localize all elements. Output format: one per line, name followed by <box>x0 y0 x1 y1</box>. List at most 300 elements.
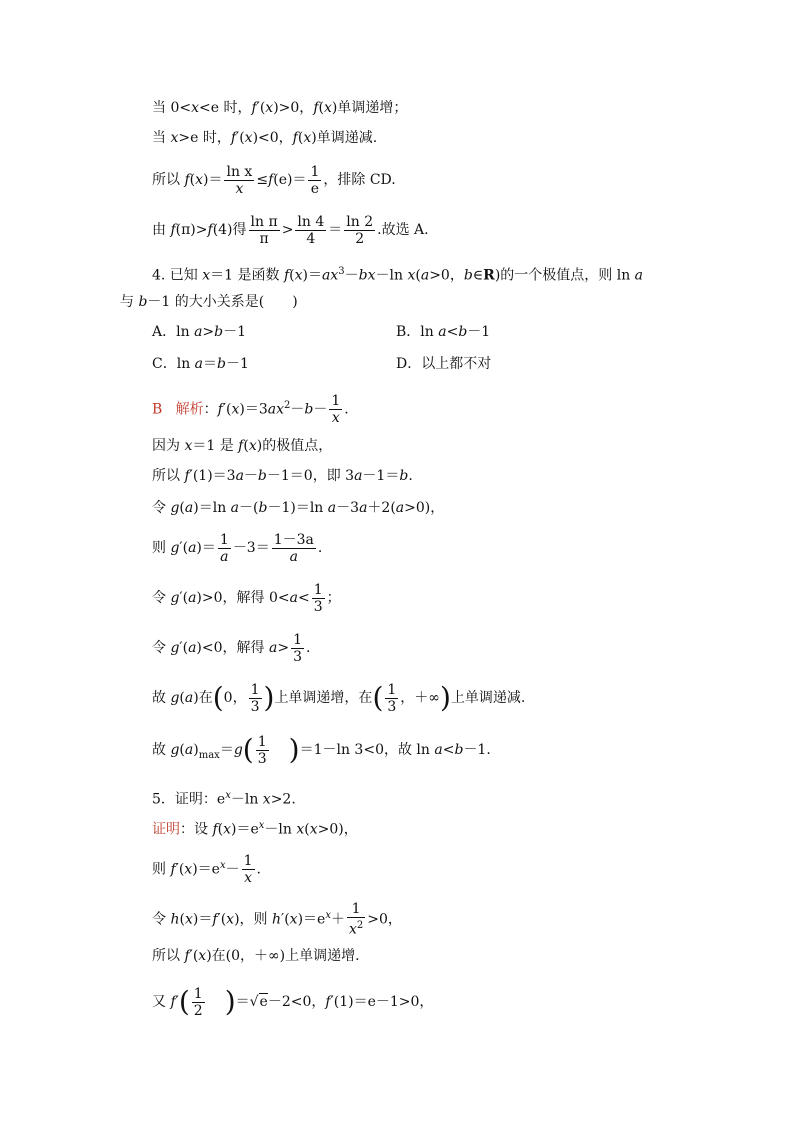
numerator: 1 <box>193 985 203 1002</box>
var: f <box>184 468 190 484</box>
real-set: R <box>483 267 495 284</box>
text: < <box>297 590 310 606</box>
fraction <box>295 214 326 247</box>
formula-line <box>152 578 341 618</box>
text: ( <box>289 267 295 284</box>
text: )＝ <box>196 540 216 556</box>
text: 上单调递增，在 <box>274 690 373 706</box>
denominator: 3 <box>313 598 323 615</box>
text: ′( <box>236 130 245 146</box>
text: >0， <box>429 267 464 284</box>
var: a <box>194 356 204 372</box>
numerator: ln x <box>226 163 253 180</box>
fraction <box>192 986 205 1019</box>
text: )，则 <box>234 911 272 928</box>
text: ( <box>297 130 304 146</box>
var: x <box>170 130 179 146</box>
text: <e 时， <box>199 100 252 116</box>
text: ≤ <box>256 172 269 188</box>
numerator: 1 <box>387 681 397 698</box>
text: ，排除 CD. <box>323 172 396 188</box>
text: － <box>344 267 359 284</box>
var: f <box>325 994 331 1010</box>
option-a <box>152 322 246 342</box>
text: ，＋∞ <box>400 690 440 706</box>
var: b <box>217 356 226 372</box>
var: x <box>296 821 305 838</box>
text: )＝ <box>192 911 213 928</box>
text: ＝1－ln 3<0，故 ln <box>299 742 435 758</box>
text: － <box>243 468 258 484</box>
var: a <box>420 267 430 284</box>
var: b <box>399 468 409 484</box>
text: －1 <box>225 356 249 372</box>
superscript: x <box>219 860 226 871</box>
var: x <box>303 130 312 146</box>
var: x <box>226 911 235 928</box>
text: >0， <box>367 911 402 928</box>
text: ＋2( <box>367 500 396 516</box>
text: 则 <box>152 861 171 878</box>
numerator: 1 <box>331 393 341 410</box>
denominator: 3 <box>293 648 302 665</box>
text: ( <box>179 690 185 706</box>
text: ( <box>304 821 310 838</box>
text: ( <box>243 438 249 454</box>
text: )＝e <box>231 821 259 838</box>
var: x <box>289 911 298 928</box>
var: f <box>184 948 190 964</box>
denominator <box>347 918 365 938</box>
text: )<0， <box>252 130 293 146</box>
var: a <box>194 324 203 340</box>
numerator: 1 <box>313 581 323 598</box>
denominator: x <box>331 410 340 427</box>
text: ′( <box>256 100 266 116</box>
var: b <box>257 468 267 484</box>
text: － <box>313 401 328 418</box>
text: －ln <box>375 267 408 284</box>
text: )<0，解得 <box>196 640 269 656</box>
text: ′( <box>222 401 232 418</box>
text: － <box>290 401 305 418</box>
text: ：设 <box>180 821 213 838</box>
text: > <box>281 222 294 238</box>
denominator: 3 <box>250 698 260 715</box>
text: ′( <box>179 590 189 606</box>
fraction <box>329 393 342 426</box>
denominator: 3 <box>387 698 397 715</box>
denominator: e <box>310 180 320 197</box>
denominator-var: x <box>348 921 357 938</box>
var: b <box>214 324 224 340</box>
question-5-line <box>152 786 296 810</box>
var: g <box>170 640 180 656</box>
fraction <box>256 734 269 767</box>
text: 0， <box>223 690 247 706</box>
var: a <box>184 690 194 706</box>
superscript: 2 <box>284 400 291 411</box>
var: a <box>268 640 278 656</box>
var: x <box>265 100 274 116</box>
var: h <box>170 911 180 928</box>
fraction <box>347 901 365 938</box>
text: (4)得 <box>212 222 247 238</box>
denominator: a <box>220 548 229 565</box>
text: )在 <box>193 690 213 706</box>
text: ∈ <box>472 267 484 284</box>
text: ′ <box>175 994 179 1010</box>
question-4-line-2 <box>120 292 298 312</box>
text: － <box>225 861 240 878</box>
var: x <box>191 100 199 116</box>
var: g <box>170 590 180 606</box>
text: －1 的大小关系是( ) <box>147 294 298 310</box>
text: 所以 <box>152 948 185 964</box>
option-d <box>396 354 491 374</box>
numerator: 1 <box>310 163 320 180</box>
var: a <box>188 590 197 606</box>
formula-line <box>152 210 429 250</box>
answer-letter: B <box>152 401 163 418</box>
text: ′( <box>281 911 290 928</box>
var: x <box>309 821 318 838</box>
denominator: 2 <box>193 1002 203 1019</box>
option-b <box>396 322 490 342</box>
text: >0)， <box>404 500 445 516</box>
var: f <box>184 172 190 188</box>
var: a <box>188 540 197 556</box>
denominator: a <box>289 548 298 565</box>
text: )＝e <box>192 861 220 878</box>
text: C．ln <box>152 356 195 372</box>
text-line <box>152 436 332 456</box>
text: )＝3 <box>239 401 268 418</box>
var: a <box>634 267 644 284</box>
text: )的极值点， <box>256 438 333 454</box>
text: ( <box>415 267 421 284</box>
text: 令 <box>152 640 171 656</box>
sqrt-content: e <box>259 994 268 1010</box>
text: D．以上都不对 <box>396 356 492 372</box>
text: －ln <box>264 821 297 838</box>
text: )单调递增； <box>331 100 408 116</box>
text: 故 <box>152 742 171 758</box>
text: < <box>446 324 459 340</box>
text: ′(1)＝3 <box>189 468 236 484</box>
text: ； <box>326 590 341 606</box>
text: －1. <box>463 742 491 758</box>
text: )＝ <box>302 267 323 284</box>
text: > <box>277 640 290 656</box>
fraction <box>272 532 316 565</box>
var: a <box>230 500 240 516</box>
fraction <box>312 582 325 615</box>
formula-line <box>152 982 433 1022</box>
text: 故 <box>152 690 171 706</box>
subscript: max <box>198 749 220 761</box>
var: h <box>271 911 282 928</box>
text: －3＝ <box>232 540 270 556</box>
text: ′( <box>179 540 189 556</box>
text: －3 <box>336 500 360 516</box>
var: x <box>202 267 211 284</box>
left-paren: ( <box>372 681 384 714</box>
var: x <box>195 172 204 188</box>
right-paren: ) <box>263 681 275 714</box>
var: x <box>231 401 240 418</box>
var: a <box>188 640 197 656</box>
var: b <box>463 267 473 284</box>
left-paren: ( <box>178 985 190 1018</box>
right-paren: ) <box>288 733 300 766</box>
text: ( <box>179 500 185 516</box>
text: ＋ <box>330 911 345 928</box>
var: x <box>294 267 303 284</box>
text: .故选 A. <box>377 222 429 238</box>
text: )在(0，＋∞)上单调递增. <box>206 948 360 964</box>
text: －ln <box>230 791 263 808</box>
text: 则 <box>152 540 171 556</box>
var: g <box>170 742 180 758</box>
text: . <box>408 468 413 484</box>
numerator: 1 <box>243 853 253 870</box>
denominator: π <box>259 230 269 247</box>
sqrt-sign: √ <box>249 994 259 1010</box>
text: 当 <box>152 130 171 146</box>
formula-line <box>152 896 402 940</box>
var: f <box>230 130 237 146</box>
text: ＝1 是函数 <box>210 267 284 284</box>
formula-line <box>152 678 525 718</box>
text: 所以 <box>152 172 185 188</box>
text: 令 <box>152 590 171 606</box>
var: ax <box>267 401 285 418</box>
text: )的一个极值点，则 ln <box>494 267 635 284</box>
text: 又 <box>152 994 171 1010</box>
var: x <box>198 948 207 964</box>
var: ax <box>322 267 339 284</box>
numerator: 1 <box>257 733 267 750</box>
text: －1 <box>467 324 491 340</box>
text: －2<0， <box>267 994 326 1010</box>
text: )＝ln <box>193 500 231 516</box>
text: ′( <box>189 948 199 964</box>
var: b <box>454 742 464 758</box>
text: ( <box>318 100 324 116</box>
text: 所以 <box>152 468 185 484</box>
var: a <box>184 500 194 516</box>
fraction <box>242 853 255 886</box>
var: f <box>283 267 290 284</box>
formula-line <box>152 628 310 668</box>
text: > <box>202 324 215 340</box>
text: ′( <box>217 911 227 928</box>
text-line <box>152 498 444 518</box>
var: a <box>434 742 443 758</box>
text: 与 <box>120 294 139 310</box>
text: )>0，解得 0< <box>196 590 290 606</box>
text: 因为 <box>152 438 185 454</box>
var: a <box>395 500 405 516</box>
var: x <box>407 267 416 284</box>
superscript: 2 <box>356 920 364 932</box>
text: )＝ <box>203 172 223 188</box>
superscript: x <box>258 820 265 831</box>
text: ( <box>179 742 185 758</box>
var: b <box>304 401 314 418</box>
text: )＝e <box>297 911 326 928</box>
text: (π)> <box>175 222 208 238</box>
var: f <box>170 994 176 1010</box>
var: x <box>184 861 193 878</box>
text: －1＝0，即 3 <box>266 468 355 484</box>
var: b <box>138 294 148 310</box>
var: g <box>170 540 180 556</box>
text: －( <box>239 500 259 516</box>
var: f <box>268 172 274 188</box>
var: f <box>170 861 176 878</box>
fraction <box>344 214 375 247</box>
text: (e)＝ <box>273 172 307 188</box>
numerator: 1 <box>219 531 229 548</box>
var: g <box>170 500 180 516</box>
var: a <box>289 590 298 606</box>
superscript: x <box>325 910 331 921</box>
fraction <box>249 682 262 715</box>
text: . <box>317 540 323 556</box>
denominator: 2 <box>355 230 365 247</box>
text: >e 时， <box>178 130 231 146</box>
text: A．ln <box>152 324 195 340</box>
formula-line <box>152 730 491 776</box>
var: bx <box>358 267 376 284</box>
text: . <box>256 861 261 878</box>
text: ( <box>179 911 185 928</box>
var: a <box>327 500 337 516</box>
formula-line <box>152 160 396 200</box>
text: 当 0< <box>152 100 192 116</box>
text: < <box>442 742 455 758</box>
var: a <box>359 500 368 516</box>
left-paren: ( <box>212 681 224 714</box>
text: 令 <box>152 500 171 516</box>
left-paren: ( <box>242 733 254 766</box>
text: ： <box>203 401 218 418</box>
numerator: ln 4 <box>297 213 325 230</box>
text: 上单调递减. <box>450 690 526 706</box>
text: )单调递减. <box>311 130 378 146</box>
text: ( <box>189 172 196 188</box>
text: . <box>306 640 311 656</box>
var: a <box>354 468 363 484</box>
var: a <box>235 468 244 484</box>
denominator: x <box>244 870 252 887</box>
numerator: ln 2 <box>346 213 374 230</box>
text: ＝ <box>219 742 234 758</box>
text: ′( <box>175 861 185 878</box>
text: B．ln <box>396 324 439 340</box>
text: ＝ <box>235 994 250 1010</box>
option-c <box>152 354 249 374</box>
text: >2. <box>270 791 296 808</box>
text-line <box>152 98 407 118</box>
var: f <box>251 100 257 116</box>
var: b <box>458 324 468 340</box>
text: ( <box>217 821 224 838</box>
fraction <box>385 682 398 715</box>
denominator: x <box>235 180 244 197</box>
var: g <box>233 742 243 758</box>
var: x <box>244 130 253 146</box>
text: ＝1 是 <box>192 438 239 454</box>
text: 由 <box>152 222 171 238</box>
var: x <box>248 438 257 454</box>
var: f <box>170 222 176 238</box>
denominator: 4 <box>306 230 316 247</box>
var: x <box>323 100 332 116</box>
text: ＝ <box>203 356 218 372</box>
var: b <box>258 500 268 516</box>
text: ′(1)＝e－1>0， <box>330 994 434 1010</box>
right-paren: ) <box>224 985 236 1018</box>
superscript: x <box>225 790 231 801</box>
var: f <box>212 821 218 838</box>
text: ) <box>193 742 199 758</box>
var: f <box>207 222 213 238</box>
solution-label: 解析 <box>175 401 204 418</box>
text-line <box>152 466 413 486</box>
denominator: 3 <box>257 750 267 767</box>
fraction <box>308 164 321 197</box>
text: －1＝ <box>362 468 400 484</box>
question-4-line-1 <box>152 262 643 286</box>
var: f <box>292 130 298 146</box>
var: f <box>217 401 223 418</box>
fraction <box>291 632 304 665</box>
var: f <box>212 911 218 928</box>
text: )>0， <box>273 100 314 116</box>
numerator: ln π <box>250 213 278 230</box>
text: . <box>344 401 349 418</box>
text-line <box>152 128 377 148</box>
var: f <box>313 100 319 116</box>
numerator: 1 <box>347 901 365 918</box>
var: x <box>184 911 193 928</box>
var: x <box>223 821 232 838</box>
text-line <box>152 946 360 966</box>
proof-label: 证明 <box>152 821 180 838</box>
numerator: 1 <box>293 631 302 648</box>
fraction <box>224 164 254 197</box>
superscript: 3 <box>338 266 345 277</box>
var: a <box>184 742 194 758</box>
formula-line <box>152 846 261 890</box>
proof-line <box>152 816 358 840</box>
var: f <box>238 438 244 454</box>
solution-line <box>152 386 349 430</box>
var: x <box>184 438 193 454</box>
text: －1)＝ln <box>267 500 328 516</box>
numerator: 1－3a <box>273 531 314 548</box>
numerator: 1 <box>250 681 260 698</box>
text: －1 <box>223 324 247 340</box>
text: 令 <box>152 911 171 928</box>
var: x <box>262 791 271 808</box>
text: ＝ <box>328 222 343 238</box>
fraction <box>249 214 280 247</box>
fraction <box>218 532 231 565</box>
